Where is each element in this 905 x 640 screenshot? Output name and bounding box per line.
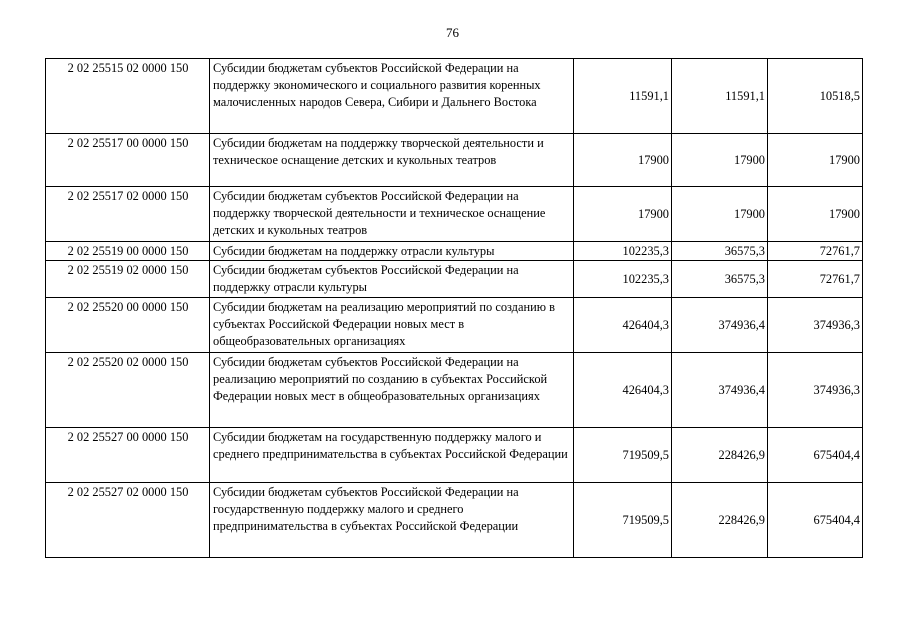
budget-table bbox=[45, 58, 863, 558]
row-value-2: 17900 bbox=[672, 134, 768, 187]
row-value-2: 228426,9 bbox=[672, 428, 768, 483]
row-code: 2 02 25520 02 0000 150 bbox=[46, 353, 210, 428]
row-value-1: 426404,3 bbox=[574, 353, 672, 428]
row-value-3: 10518,5 bbox=[768, 59, 863, 134]
table-row bbox=[46, 187, 863, 242]
row-name: Субсидии бюджетам на реализацию мероприятий по созданию в субъектах Российской Федерации новых мест в общеобразовательных организациях bbox=[210, 298, 574, 353]
row-value-3: 374936,3 bbox=[768, 353, 863, 428]
row-name: Субсидии бюджетам на поддержку творческой деятельности и техническое оснащение детских и кукольных театров bbox=[210, 134, 574, 187]
row-value-3: 72761,7 bbox=[768, 242, 863, 261]
row-value-1: 102235,3 bbox=[574, 242, 672, 261]
row-name: Субсидии бюджетам субъектов Российской Федерации на реализацию мероприятий по созданию в субъектах Российской Федерации новых мест в общеобразовательных организациях bbox=[210, 353, 574, 428]
row-value-3: 675404,4 bbox=[768, 428, 863, 483]
row-value-1: 17900 bbox=[574, 187, 672, 242]
row-code: 2 02 25520 00 0000 150 bbox=[46, 298, 210, 353]
row-code: 2 02 25527 02 0000 150 bbox=[46, 483, 210, 558]
row-value-1: 426404,3 bbox=[574, 298, 672, 353]
row-value-1: 102235,3 bbox=[574, 261, 672, 298]
row-name: Субсидии бюджетам субъектов Российской Федерации на поддержку творческой деятельности и техническое оснащение детских и кукольных театров bbox=[210, 187, 574, 242]
row-name: Субсидии бюджетам субъектов Российской Федерации на поддержку отрасли культуры bbox=[210, 261, 574, 298]
row-value-2: 374936,4 bbox=[672, 353, 768, 428]
row-code: 2 02 25519 00 0000 150 bbox=[46, 242, 210, 261]
row-value-1: 719509,5 bbox=[574, 428, 672, 483]
row-value-1: 719509,5 bbox=[574, 483, 672, 558]
table-row bbox=[46, 298, 863, 353]
row-value-2: 11591,1 bbox=[672, 59, 768, 134]
row-value-2: 36575,3 bbox=[672, 242, 768, 261]
table-row bbox=[46, 59, 863, 134]
row-code: 2 02 25519 02 0000 150 bbox=[46, 261, 210, 298]
table-row bbox=[46, 134, 863, 187]
row-value-3: 17900 bbox=[768, 187, 863, 242]
page-number: 76 bbox=[446, 25, 459, 40]
row-name: Субсидии бюджетам на поддержку отрасли культуры bbox=[210, 242, 574, 261]
row-name: Субсидии бюджетам на государственную поддержку малого и среднего предпринимательства в субъектах Российской Федерации bbox=[210, 428, 574, 483]
table-row bbox=[46, 428, 863, 483]
row-code: 2 02 25527 00 0000 150 bbox=[46, 428, 210, 483]
row-name: Субсидии бюджетам субъектов Российской Федерации на поддержку экономического и социального развития коренных малочисленных народов Севера, Сибири и Дальнего Востока bbox=[210, 59, 574, 134]
row-value-3: 374936,3 bbox=[768, 298, 863, 353]
table-row bbox=[46, 353, 863, 428]
row-value-2: 36575,3 bbox=[672, 261, 768, 298]
row-value-2: 228426,9 bbox=[672, 483, 768, 558]
row-code: 2 02 25517 00 0000 150 bbox=[46, 134, 210, 187]
row-value-2: 17900 bbox=[672, 187, 768, 242]
row-code: 2 02 25515 02 0000 150 bbox=[46, 59, 210, 134]
table-row bbox=[46, 483, 863, 558]
row-name: Субсидии бюджетам субъектов Российской Федерации на государственную поддержку малого и среднего предпринимательства в субъектах Российской Федерации bbox=[210, 483, 574, 558]
row-value-3: 17900 bbox=[768, 134, 863, 187]
table-row bbox=[46, 242, 863, 261]
row-value-2: 374936,4 bbox=[672, 298, 768, 353]
row-value-3: 72761,7 bbox=[768, 261, 863, 298]
row-code: 2 02 25517 02 0000 150 bbox=[46, 187, 210, 242]
table-row bbox=[46, 261, 863, 298]
row-value-1: 17900 bbox=[574, 134, 672, 187]
row-value-1: 11591,1 bbox=[574, 59, 672, 134]
row-value-3: 675404,4 bbox=[768, 483, 863, 558]
